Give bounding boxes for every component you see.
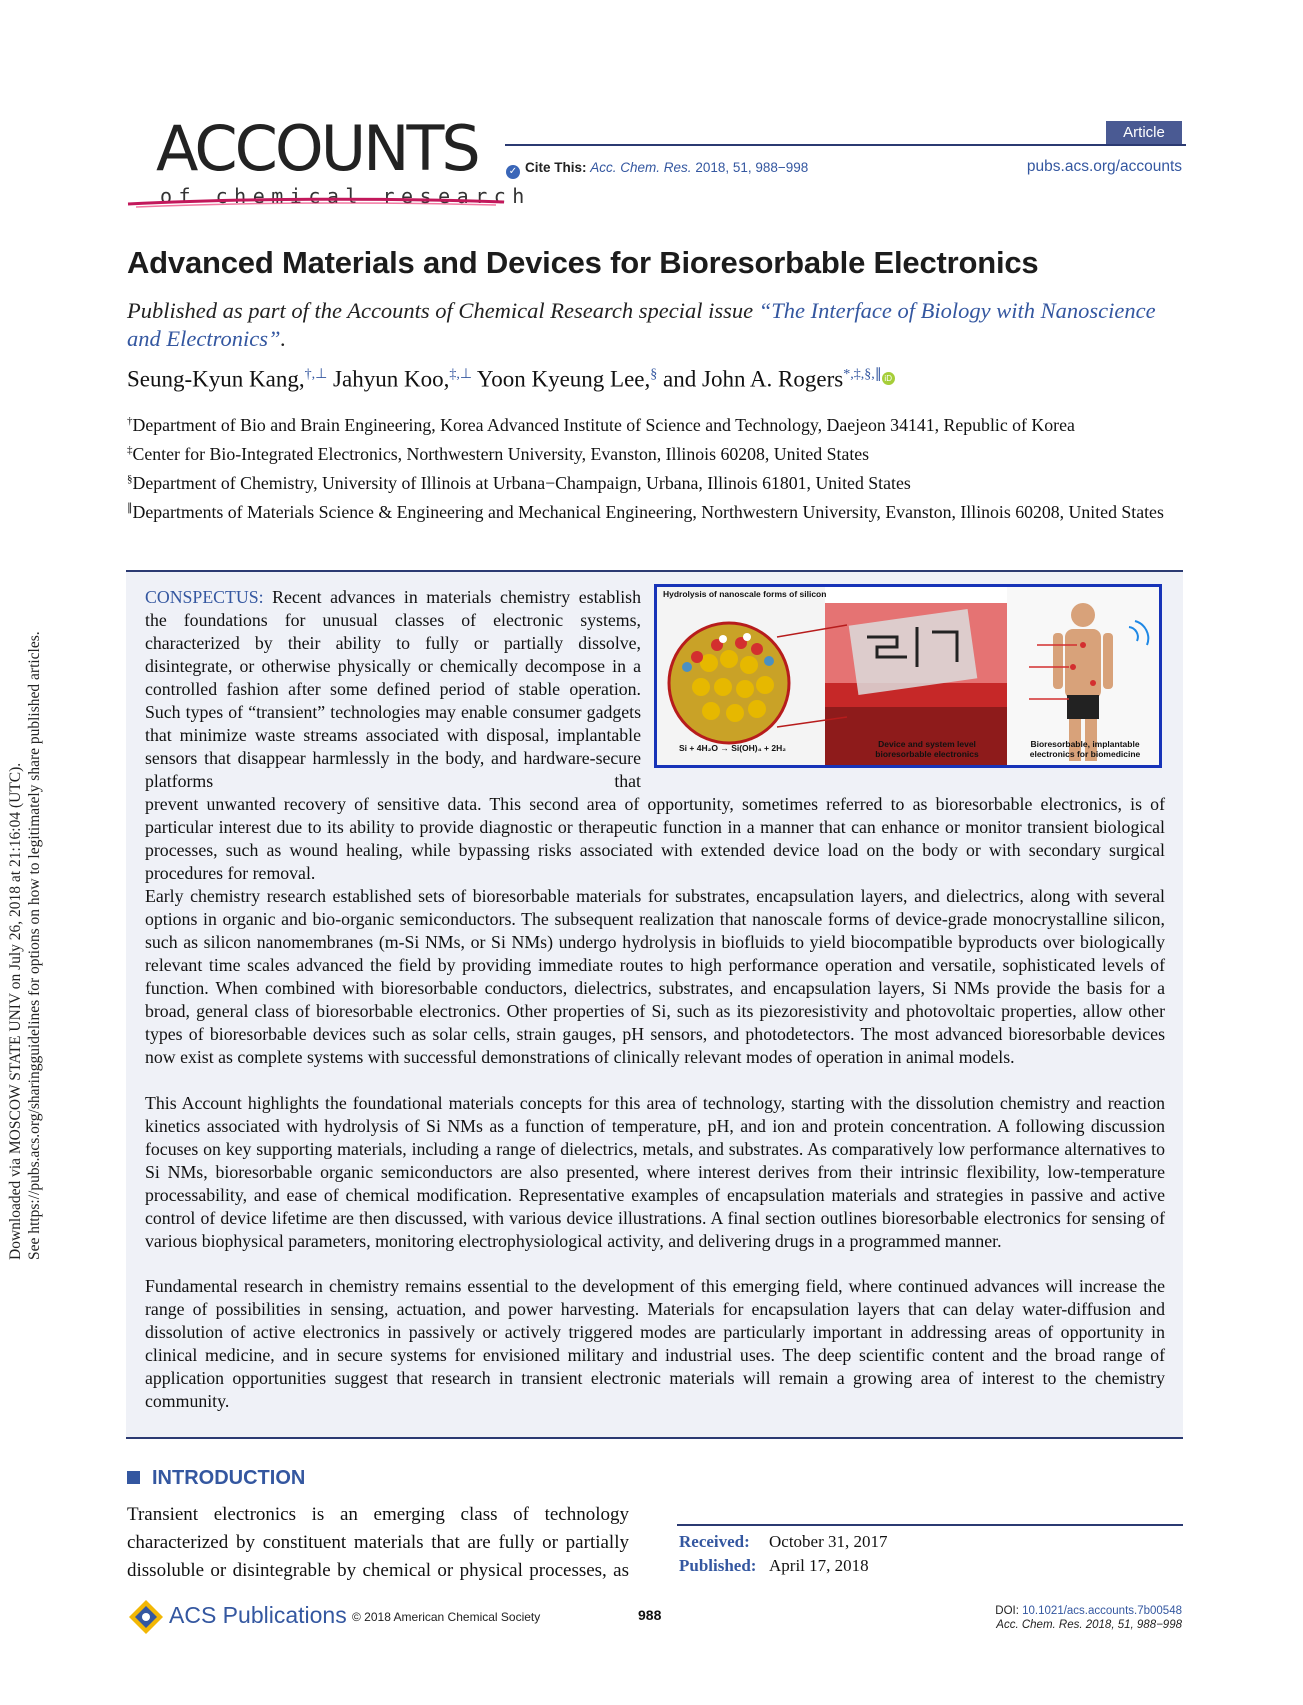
cite-label: Cite This: bbox=[525, 160, 587, 175]
affiliation-mark: † bbox=[127, 415, 133, 427]
journal-logo-subtitle: of chemical research bbox=[160, 184, 531, 208]
author-list bbox=[127, 366, 895, 393]
author-name: Seung-Kyun Kang, bbox=[127, 366, 305, 392]
affiliation bbox=[127, 410, 1183, 437]
published-date bbox=[679, 1556, 869, 1576]
conspectus-paragraph: Fundamental research in chemistry remains essential to the development of this emerging field, where continued advances will increase the range of possibilities in sensing, actuation, and power harvesting. Materials for encapsulation layers that can delay water-diffusion and dissolution of active electronics in passively or actively triggered modes are particularly important in addressing areas of opportunity in clinical medicine, and in secure systems for envisioned military and industrial uses. The deep scientific content and the broad range of application opportunities suggest that research in transient electronic materials will remain a growing area of interest to the chemistry community. bbox=[145, 1276, 1165, 1411]
affiliation-mark: ‡ bbox=[127, 444, 133, 456]
affiliation-text: Department of Chemistry, University of Illinois at Urbana−Champaign, Urbana, Illinois 61801, United States bbox=[132, 472, 911, 493]
citation-ref: Acc. Chem. Res. 2018, 51, 988−998 bbox=[996, 1619, 1182, 1631]
publisher-name[interactable]: ACS Publications bbox=[169, 1602, 347, 1628]
received-value: October 31, 2017 bbox=[769, 1532, 888, 1551]
published-value: April 17, 2018 bbox=[769, 1556, 869, 1575]
figure-label-right: Bioresorbable, implantable electronics for biomedicine bbox=[1029, 739, 1141, 759]
acs-logo-icon bbox=[127, 1598, 165, 1636]
conspectus-paragraph: Early chemistry research established sets of bioresorbable materials for substrates, encapsulation layers, and dielectrics, along with several options in organic and bio-organic semiconductors. The subsequent realization that nanoscale forms of device-grade monocrystalline silicon, such as silicon nanomembranes (m-Si NMs, or Si NMs) undergo hydrolysis in biofluids to yield biocompatible byproducts over biologically relevant time scales advanced the field by providing immediate routes to high performance operation and versatile, sophisticated levels of function. When combined with bioresorbable conductors, dielectrics, substrates, and encapsulation layers, Si NMs provide the basis for a broad, general class of bioresorbable electronics. Other properties of Si, such as its piezoresistivity and photovoltaic properties, allow other types of bioresorbable devices such as solar cells, strain gauges, pH sensors, and photodetectors. The most advanced bioresorbable devices now exist as complete systems with successful demonstrations of clinically relevant modes of operation in animal models. bbox=[145, 886, 1165, 1067]
section-heading-text: INTRODUCTION bbox=[152, 1467, 306, 1489]
figure-label-equation: Si + 4H₂O → Si(OH)₄ + 2H₂ bbox=[679, 743, 787, 753]
journal-logo: ACCOUNTS bbox=[156, 112, 478, 185]
dates-rule bbox=[677, 1524, 1183, 1526]
cite-journal[interactable]: Acc. Chem. Res. bbox=[590, 160, 692, 175]
article-type-badge: Article bbox=[1106, 121, 1182, 144]
affiliation-mark: § bbox=[127, 473, 133, 485]
logo-swoosh-icon bbox=[126, 194, 506, 210]
special-issue-note bbox=[127, 297, 1183, 353]
special-issue-link[interactable]: “The Interface of Biology with Nanoscience and Electronics” bbox=[127, 298, 1156, 351]
special-issue-suffix: . bbox=[280, 326, 287, 351]
download-note bbox=[6, 500, 44, 1260]
header-rule bbox=[505, 144, 1186, 146]
introduction-text: Transient electronics is an emerging class of technology characterized by constituent materials that are fully or partially dissoluble or disintegrable by chemical or physical processes, as bbox=[127, 1504, 629, 1581]
affiliation bbox=[127, 497, 1183, 524]
journal-url[interactable]: pubs.acs.org/accounts bbox=[1026, 158, 1182, 175]
figure-label-top: Hydrolysis of nanoscale forms of silicon bbox=[663, 589, 827, 599]
copyright: © 2018 American Chemical Society bbox=[352, 1610, 541, 1624]
affiliation-text: Departments of Materials Science & Engineering and Mechanical Engineering, Northwestern University, Evanston, Illinois 60208, United States bbox=[132, 501, 1164, 522]
download-note-line2: See https://pubs.acs.org/sharingguidelines for options on how to legitimately share published articles. bbox=[26, 631, 43, 1260]
conspectus-paragraph: prevent unwanted recovery of sensitive data. This second area of opportunity, sometimes referred to as bioresorbable electronics, is of particular interest due to its ability to provide diagnostic or therapeutic function in a manner that can enhance or monitor transient biological processes, such as wound healing, while bypassing risks associated with extended device load on the body or with secondary surgical procedures for removal. bbox=[145, 794, 1165, 883]
conspectus-lead bbox=[145, 586, 641, 793]
author-affil-marks[interactable]: †,⊥ bbox=[304, 367, 328, 382]
author-name: and John A. Rogers bbox=[657, 366, 844, 392]
author-name: Jahyun Koo, bbox=[327, 366, 450, 392]
article-title: Advanced Materials and Devices for Bioresorbable Electronics bbox=[127, 245, 1039, 280]
check-icon: ✓ bbox=[506, 165, 520, 179]
affiliation-text: Center for Bio-Integrated Electronics, Northwestern University, Evanston, Illinois 60208, United States bbox=[132, 443, 870, 464]
doi-label: DOI: bbox=[995, 1605, 1023, 1617]
affiliation bbox=[127, 439, 1183, 466]
figure-label-middle: Device and system level bioresorbable electronics bbox=[875, 739, 979, 759]
author-affil-marks[interactable]: ‡,⊥ bbox=[449, 367, 473, 382]
section-heading-introduction bbox=[127, 1467, 305, 1490]
section-bullet-icon bbox=[127, 1471, 140, 1484]
affiliation-text: Department of Bio and Brain Engineering, Korea Advanced Institute of Science and Technology, Daejeon 34141, Republic of Korea bbox=[132, 414, 1075, 435]
received-label: Received: bbox=[679, 1532, 750, 1551]
received-date bbox=[679, 1532, 888, 1552]
doi-link[interactable]: 10.1021/acs.accounts.7b00548 bbox=[1022, 1605, 1182, 1617]
page-number: 988 bbox=[638, 1607, 662, 1623]
published-label: Published: bbox=[679, 1556, 757, 1575]
conspectus-lead-text: Recent advances in materials chemistry establish the foundations for unusual classes of electronic systems, characterized by their ability to fully or partially dissolve, disintegrate, or otherwise physically or chemically decompose in a controlled fashion after some defined period of stable operation. Such types of “transient” technologies may enable consumer gadgets that minimize waste streams associated with disposal, implantable sensors that disappear harmlessly in the body, and hardware-secure platforms that bbox=[145, 587, 641, 791]
conspectus-paragraph: This Account highlights the foundational materials concepts for this area of technology, starting with the dissolution chemistry and reaction kinetics associated with hydrolysis of Si NMs as a function of temperature, pH, and ion and protein concentration. A following discussion focuses on key supporting materials, including a range of dielectrics, metals, and substrates. As comparatively low performance alternatives to Si NMs, bioresorbable organic semiconductors are also presented, where interest derives from their intrinsic flexibility, low-temperature processability, and ease of chemical modification. Representative examples of encapsulation materials and strategies in passive and active control of device lifetime are then discussed, with various device illustrations. A final section outlines bioresorbable electronics for sensing of various biophysical parameters, monitoring electrophysiological activity, and delivering drugs in a programmed manner. bbox=[145, 1093, 1165, 1251]
orcid-icon[interactable]: iD bbox=[882, 372, 895, 385]
download-note-line1: Downloaded via MOSCOW STATE UNIV on July 26, 2018 at 21:16:04 (UTC). bbox=[7, 762, 24, 1260]
conspectus-keyword: CONSPECTUS: bbox=[145, 587, 264, 607]
cite-volume: 2018, 51, 988−998 bbox=[695, 160, 809, 175]
author-affil-marks[interactable]: *,‡,§,∥ bbox=[843, 367, 882, 382]
affiliation-mark: ∥ bbox=[127, 502, 133, 514]
toc-figure bbox=[654, 584, 1162, 768]
doi-block bbox=[995, 1604, 1182, 1632]
special-issue-prefix: Published as part of the Accounts of Chemical Research special issue bbox=[127, 298, 759, 323]
cite-this[interactable] bbox=[506, 160, 808, 179]
author-affil-marks[interactable]: § bbox=[650, 367, 658, 382]
author-name: Yoon Kyeung Lee, bbox=[472, 366, 651, 392]
affiliation bbox=[127, 468, 1183, 495]
